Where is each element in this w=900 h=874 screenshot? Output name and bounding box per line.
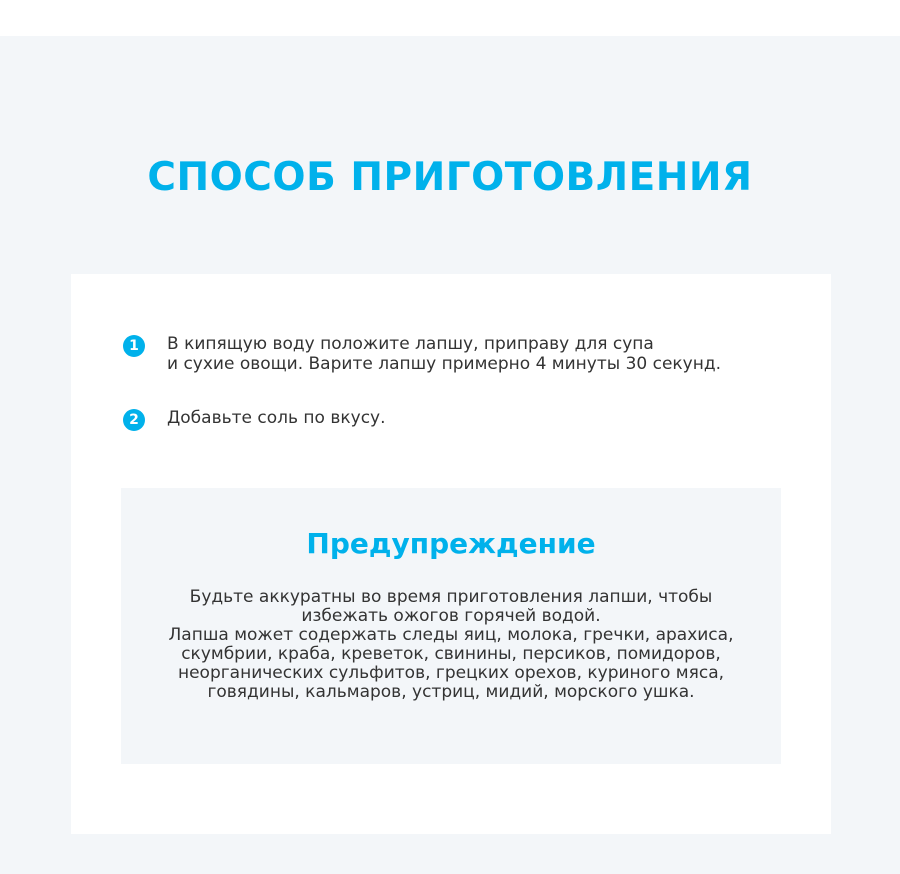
warning-text-line: неорганических сульфитов, грецких орехов, куриного мяса, [177, 663, 725, 683]
section-title: СПОСОБ ПРИГОТОВЛЕНИЯ [147, 155, 753, 200]
cooking-method-section [0, 36, 900, 874]
warning-title: Предупреждение [306, 527, 596, 560]
warning-text-line: говядины, кальмаров, устриц, мидий, морского ушка. [207, 682, 695, 702]
step-text [167, 334, 767, 374]
step-number-badge: 2 [123, 409, 145, 431]
step-number-badge: 1 [123, 335, 145, 357]
warning-text-line: скумбрии, краба, креветок, свинины, персиков, помидоров, [181, 644, 721, 664]
instructions-card [71, 274, 831, 834]
warning-text-line: избежать ожогов горячей водой. [301, 606, 601, 626]
warning-text [141, 588, 761, 702]
step-text [167, 408, 767, 428]
step-text-line: В кипящую воду положите лапшу, приправу для супа [167, 334, 654, 354]
step-item [123, 408, 767, 431]
warning-box [121, 488, 781, 764]
warning-text-line: Лапша может содержать следы яиц, молока, гречки, арахиса, [168, 625, 734, 645]
step-text-line: Добавьте соль по вкусу. [167, 408, 386, 428]
warning-text-line: Будьте аккуратны во время приготовления лапши, чтобы [189, 587, 713, 607]
step-text-line: и сухие овощи. Варите лапшу примерно 4 минуты 30 секунд. [167, 354, 722, 374]
step-item [123, 334, 767, 374]
